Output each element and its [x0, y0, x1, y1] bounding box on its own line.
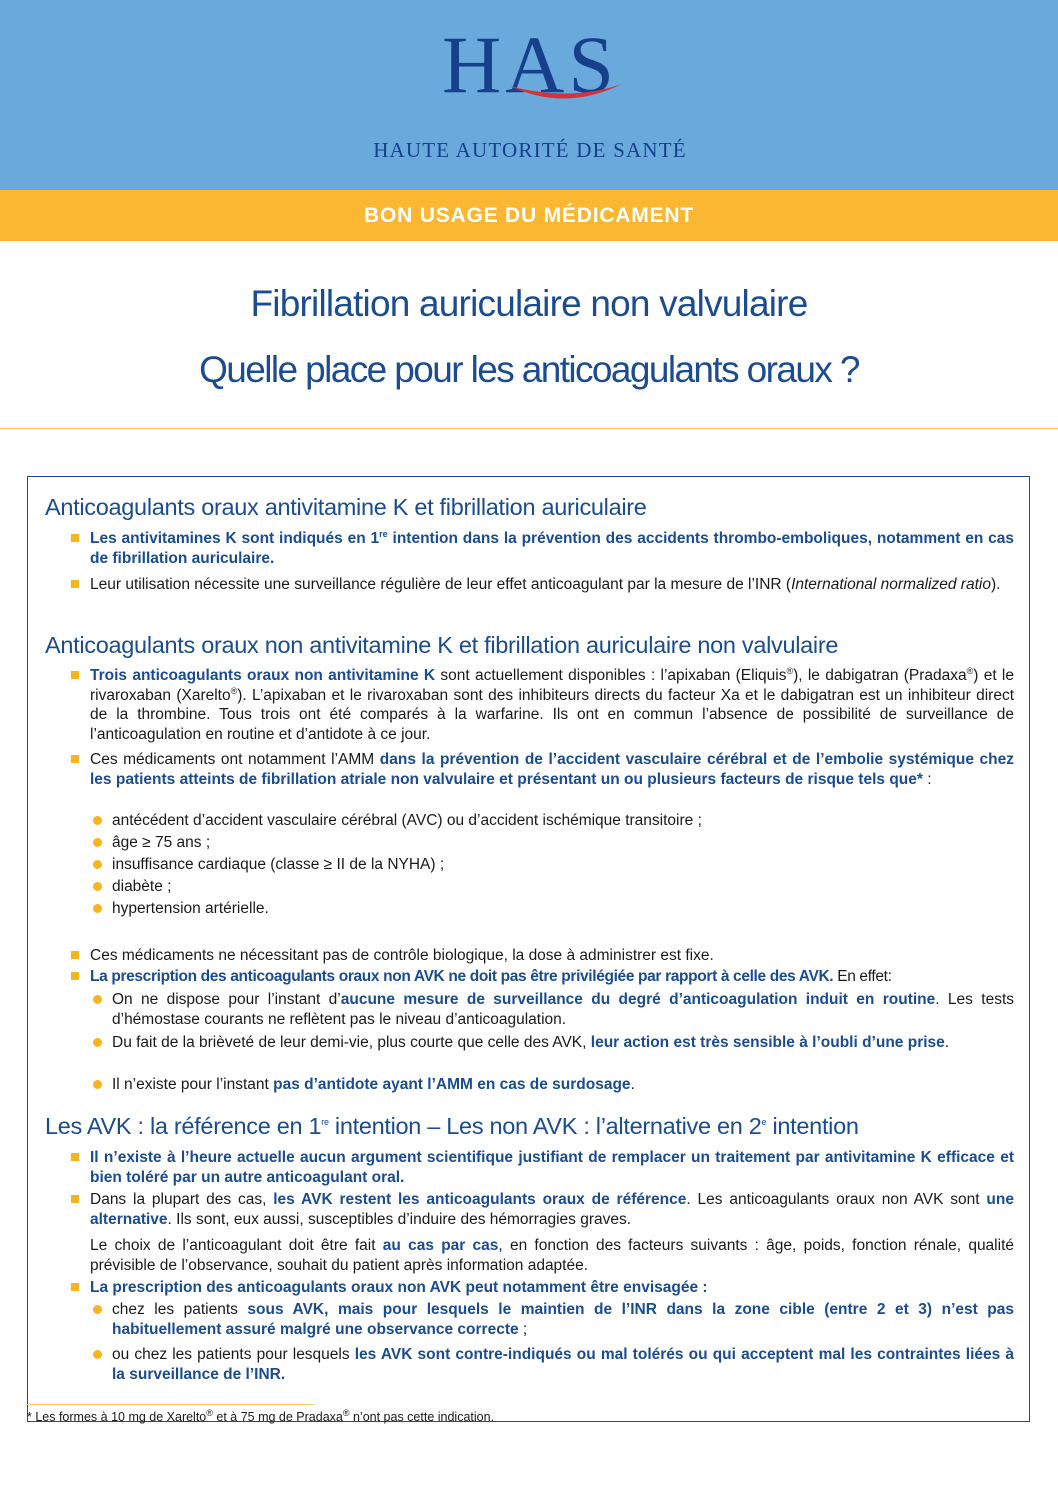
has-logo-mark — [360, 22, 700, 132]
category-ribbon: BON USAGE DU MÉDICAMENT — [0, 190, 1058, 241]
round-bullet-icon — [93, 838, 102, 847]
round-bullet-icon — [93, 882, 102, 891]
page-title-line1: Fibrillation auriculaire non valvulaire — [250, 283, 808, 324]
bullet-may-be-considered: La prescription des anticoagulants oraux non AVK peut notamment être envisagée : — [90, 1278, 1014, 1298]
round-bullet-icon — [93, 816, 102, 825]
paragraph-case-by-case: Le choix de l’anticoagulant doit être fait au cas par cas, en fonction des facteurs suivants : âge, poids, fonction rénale, qualité prévisible de l’observance, souhait du patient après information adaptée. — [90, 1237, 1014, 1274]
title-divider — [0, 428, 1058, 429]
has-logo — [360, 22, 700, 170]
footnote-rule — [27, 1404, 314, 1405]
round-bullet-icon — [93, 1038, 102, 1047]
risk-factor-item: diabète ; — [112, 877, 1014, 897]
reason-item: Du fait de la brièveté de leur demi-vie, plus courte que celle des AVK, leur action est très sensible à l’oubli d’une prise. — [112, 1033, 1014, 1053]
risk-factor-item: antécédent d’accident vasculaire cérébral (AVC) ou d’accident ischémique transitoire ; — [112, 811, 1014, 831]
square-bullet-icon — [71, 1283, 79, 1291]
square-bullet-icon — [71, 534, 79, 542]
bullet-three-drugs: Trois anticoagulants oraux non antivitamine K sont actuellement disponibles : l’apixaban (Eliquis®), le dabigatran (Pradaxa®) et le rivaroxaban (Xarelto®). L’apixaban et le rivaroxaban sont des inhibiteurs directs du facteur Xa et le dabigatran est un inhibiteur direct de la thrombine. Tous trois ont été comparés à la warfarine. Ils ont en commun l’absence de possibilité de surveillance de l’anticoagulation en routine et d’antidote à ce jour. — [90, 666, 1014, 744]
section-title-non-avk: Anticoagulants oraux non antivitamine K et fibrillation auriculaire non valvulaire — [45, 632, 839, 658]
bullet-not-preferred: La prescription des anticoagulants oraux non AVK ne doit pas être privilégiée par rapport à celle des AVK. En effet: — [90, 967, 1014, 987]
patient-case-item: chez les patients sous AVK, mais pour lesquels le maintien de l’INR dans la zone cible (entre 2 et 3) n’est pas habituellement assuré malgré une observance correcte ; — [112, 1300, 1014, 1340]
risk-factor-item: âge ≥ 75 ans ; — [112, 833, 1014, 853]
patient-case-item: ou chez les patients pour lesquels les AVK sont contre-indiqués ou mal tolérés ou qui acceptent mal les contraintes liées à la surveillance de l’INR. — [112, 1345, 1014, 1385]
square-bullet-icon — [71, 1153, 79, 1161]
square-bullet-icon — [71, 755, 79, 763]
footnote: * Les formes à 10 mg de Xarelto® et à 75 mg de Pradaxa® n’ont pas cette indication. — [27, 1407, 495, 1424]
section-title-reference: Les AVK : la référence en 1re intention – Les non AVK : l’alternative en 2e intention — [45, 1113, 859, 1139]
reason-item: Il n’existe pour l’instant pas d’antidote ayant l’AMM en cas de surdosage. — [112, 1075, 1014, 1095]
square-bullet-icon — [71, 671, 79, 679]
risk-factor-item: insuffisance cardiaque (classe ≥ II de la NYHA) ; — [112, 855, 1014, 875]
section-title-avk: Anticoagulants oraux antivitamine K et fibrillation auriculaire — [45, 494, 647, 520]
risk-factor-item: hypertension artérielle. — [112, 899, 1014, 919]
round-bullet-icon — [93, 1350, 102, 1359]
round-bullet-icon — [93, 904, 102, 913]
square-bullet-icon — [71, 580, 79, 588]
round-bullet-icon — [93, 995, 102, 1004]
round-bullet-icon — [93, 860, 102, 869]
bullet-amm-indication: Ces médicaments ont notamment l’AMM dans la prévention de l’accident vasculaire cérébral et de l’embolie systémique chez les patients atteints de fibrillation atriale non valvulaire et présentant un ou plusieurs facteurs de risque tels que* : — [90, 750, 1014, 789]
bullet-inr-monitoring: Leur utilisation nécessite une surveillance régulière de leur effet anticoagulant par la mesure de l’INR (International normalized ratio). — [90, 575, 1014, 595]
round-bullet-icon — [93, 1305, 102, 1314]
bullet-fixed-dose: Ces médicaments ne nécessitant pas de contrôle biologique, la dose à administrer est fixe. — [90, 946, 1014, 966]
bullet-avk-indication: Les antivitamines K sont indiqués en 1re intention dans la prévention des accidents thrombo-emboliques, notamment en cas de fibrillation auriculaire. — [90, 529, 1014, 568]
square-bullet-icon — [71, 1195, 79, 1203]
bullet-no-argument: Il n’existe à l’heure actuelle aucun argument scientifique justifiant de remplacer un traitement par antivitamine K efficace et bien toléré par un autre anticoagulant oral. — [90, 1148, 1014, 1187]
round-bullet-icon — [93, 1080, 102, 1089]
logo-letters: HAS — [441, 22, 619, 110]
page-title-line2: Quelle place pour les anticoagulants oraux ? — [199, 349, 859, 390]
bullet-avk-reference: Dans la plupart des cas, les AVK restent les anticoagulants oraux de référence. Les anticoagulants oraux non AVK sont une alternative. Ils sont, eux aussi, susceptibles d’induire des hémorragies graves. — [90, 1190, 1014, 1229]
square-bullet-icon — [71, 951, 79, 959]
reason-item: On ne dispose pour l’instant d’aucune mesure de surveillance du degré d’anticoagulation induit en routine. Les tests d’hémostase courants ne reflètent pas le niveau d’anticoagulation. — [112, 990, 1014, 1030]
organization-name: HAUTE AUTORITÉ DE SANTÉ — [373, 138, 687, 162]
square-bullet-icon — [71, 972, 79, 980]
